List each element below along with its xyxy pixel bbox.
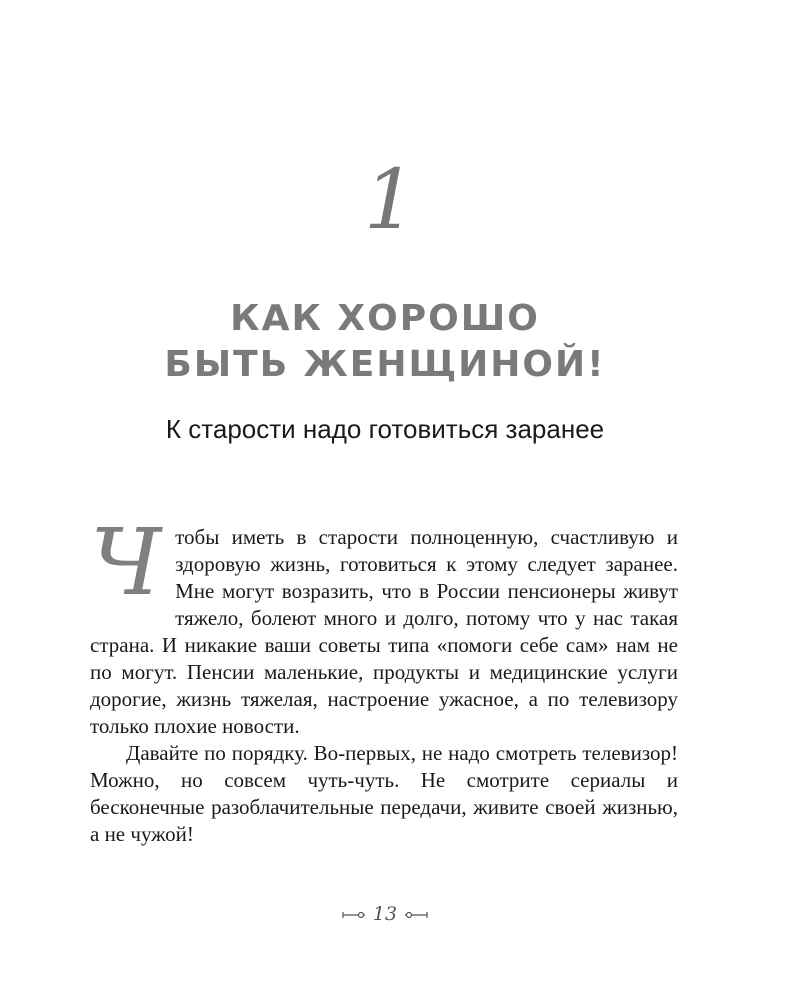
- paragraph-1: [90, 509, 678, 740]
- drop-cap: Ч: [90, 509, 162, 616]
- page-footer: [0, 903, 770, 925]
- body-text: [90, 509, 678, 848]
- right-ornament-icon: [403, 910, 429, 920]
- left-ornament-icon: [341, 910, 367, 920]
- chapter-title-line-2: БЫТЬ ЖЕНЩИНОЙ!: [164, 344, 606, 385]
- page-number: 13: [372, 903, 398, 925]
- chapter-subtitle: К старости надо готовиться заранее: [165, 414, 605, 444]
- chapter-title-line-1: КАК ХОРОШО: [230, 298, 540, 339]
- chapter-number: 1: [363, 153, 417, 248]
- paragraph-1-text: тобы иметь в старости полноценную, счастливую и здоровую жизнь, готовиться к этому следует заранее. Мне могут возразить, что в России пенсионеры живут тяжело, болеют много и долго, потому что у нас такая страна. И никакие ваши советы типа «помоги себе сам» нам не по могут. Пенсии маленькие, продукты и медицинские услуги дорогие, жизнь тяжелая, настроение ужасное, а по телевизору только плохие новости.: [90, 525, 678, 738]
- chapter-title: [0, 296, 770, 388]
- paragraph-2: Давайте по порядку. Во-первых, не надо смотреть телевизор! Можно, но совсем чуть-чуть. Не смотрите сериалы и бесконечные разоблачительные передачи, живите своей жизнью, а не чужой!: [90, 741, 678, 846]
